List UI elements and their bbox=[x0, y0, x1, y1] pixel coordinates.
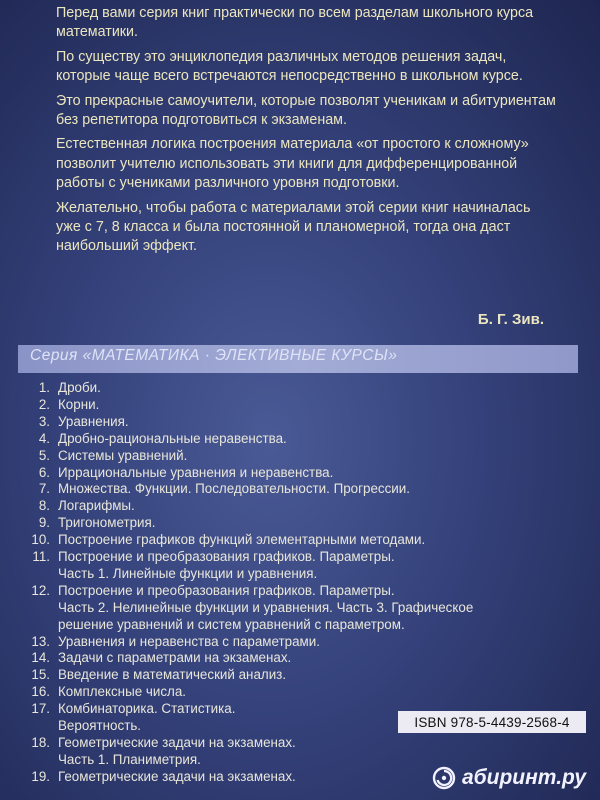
list-item-text: Логарифмы. bbox=[58, 498, 135, 514]
intro-paragraph: Перед вами серия книг практически по всем разделам школьного курса математики. bbox=[56, 5, 534, 41]
list-item-number: 13. bbox=[31, 633, 50, 649]
list-item-number: 11. bbox=[32, 549, 50, 564]
list-item-number: 12. bbox=[31, 582, 50, 598]
list-item-text: решение уравнений и систем уравнений с параметром. bbox=[58, 616, 405, 632]
intro-text bbox=[56, 4, 556, 262]
list-item-number: 7. bbox=[38, 481, 50, 497]
list-item-text: Построение и преобразования графиков. Параметры. bbox=[58, 549, 395, 564]
list-item-text: Уравнения и неравенства с параметрами. bbox=[58, 633, 320, 649]
list-item-text: Корни. bbox=[58, 396, 100, 412]
list-item-text: Геометрические задачи на экзаменах. bbox=[58, 768, 296, 784]
intro-paragraph: Естественная логика построения материала «от простого к сложному» позволит учителю использовать эти книги для дифференцированной работы с учениками различного уровня подготовки. bbox=[56, 136, 529, 192]
list-item-text: Множества. Функции. Последовательности. Прогрессии. bbox=[58, 481, 410, 497]
list-item-number: 6. bbox=[38, 464, 50, 480]
list-item-number: 19. bbox=[31, 768, 50, 784]
list-item-text: Тригонометрия. bbox=[58, 515, 156, 531]
list-item-text: Часть 2. Нелинейные функции и уравнения. Часть 3. Графическое bbox=[58, 599, 474, 615]
list-item-number: 15. bbox=[31, 667, 50, 683]
watermark-text: абиринт.ру bbox=[461, 766, 586, 789]
intro-paragraph: Это прекрасные самоучители, которые позволят ученикам и абитуриентам без репетитора подготовиться к экзаменам. bbox=[56, 92, 556, 129]
isbn-label: ISBN 978-5-4439-2568-4 bbox=[398, 711, 586, 733]
list-item-text: Часть 1. Планиметрия. bbox=[58, 751, 201, 767]
list-item-text: Иррациональные уравнения и неравенства. bbox=[58, 464, 334, 480]
list-item-text: Построение графиков функций элементарными методами. bbox=[58, 532, 426, 548]
list-item-text: Введение в математический анализ. bbox=[58, 667, 287, 683]
list-item-text: Уравнения. bbox=[58, 413, 129, 429]
series-title: Серия «МАТЕМАТИКА · ЭЛЕКТИВНЫЕ КУРСЫ» bbox=[30, 347, 398, 364]
list-item-text: Комплексные числа. bbox=[58, 684, 186, 700]
author-signature: Б. Г. Зив. bbox=[477, 311, 544, 328]
maze-logo-icon bbox=[430, 766, 458, 790]
list-item-number: 9. bbox=[38, 515, 50, 531]
watermark bbox=[430, 766, 586, 790]
list-item-text: Вероятность. bbox=[58, 718, 142, 733]
list-item-number: 14. bbox=[31, 650, 50, 666]
list-item-number: 1. bbox=[38, 380, 50, 395]
intro-paragraph: По существу это энциклопедия различных методов решения задач, которые чаще всего встречаются непосредственно в школьном курсе. bbox=[56, 48, 523, 85]
list-item-number: 4. bbox=[38, 430, 50, 446]
list-item-text: Геометрические задачи на экзаменах. bbox=[58, 734, 296, 750]
list-item-text: Дроби. bbox=[58, 380, 101, 395]
intro-paragraph: Желательно, чтобы работа с материалами этой серии книг начиналась уже с 7, 8 класса и была постоянной и планомерной, тогда она даст наибольший эффект. bbox=[56, 199, 531, 255]
list-item-number: 18. bbox=[31, 734, 50, 750]
list-item-text: Построение и преобразования графиков. Параметры. bbox=[58, 582, 395, 598]
list-item-text: Задачи с параметрами на экзаменах. bbox=[58, 650, 292, 666]
list-item-number: 10. bbox=[31, 532, 50, 548]
list-item-number: 17. bbox=[31, 701, 50, 717]
list-item-text: Часть 1. Линейные функции и уравнения. bbox=[58, 565, 318, 581]
list-item-number: 8. bbox=[38, 498, 50, 514]
list-item-text: Системы уравнений. bbox=[58, 447, 188, 463]
list-item-number: 5. bbox=[38, 447, 50, 463]
list-item-number: 16. bbox=[31, 684, 50, 700]
list-item-number: 2. bbox=[38, 396, 50, 412]
list-item-text: Дробно-рациональные неравенства. bbox=[58, 430, 287, 446]
list-item-text: Комбинаторика. Статистика. bbox=[58, 701, 236, 717]
list-item-number: 3. bbox=[38, 413, 50, 429]
